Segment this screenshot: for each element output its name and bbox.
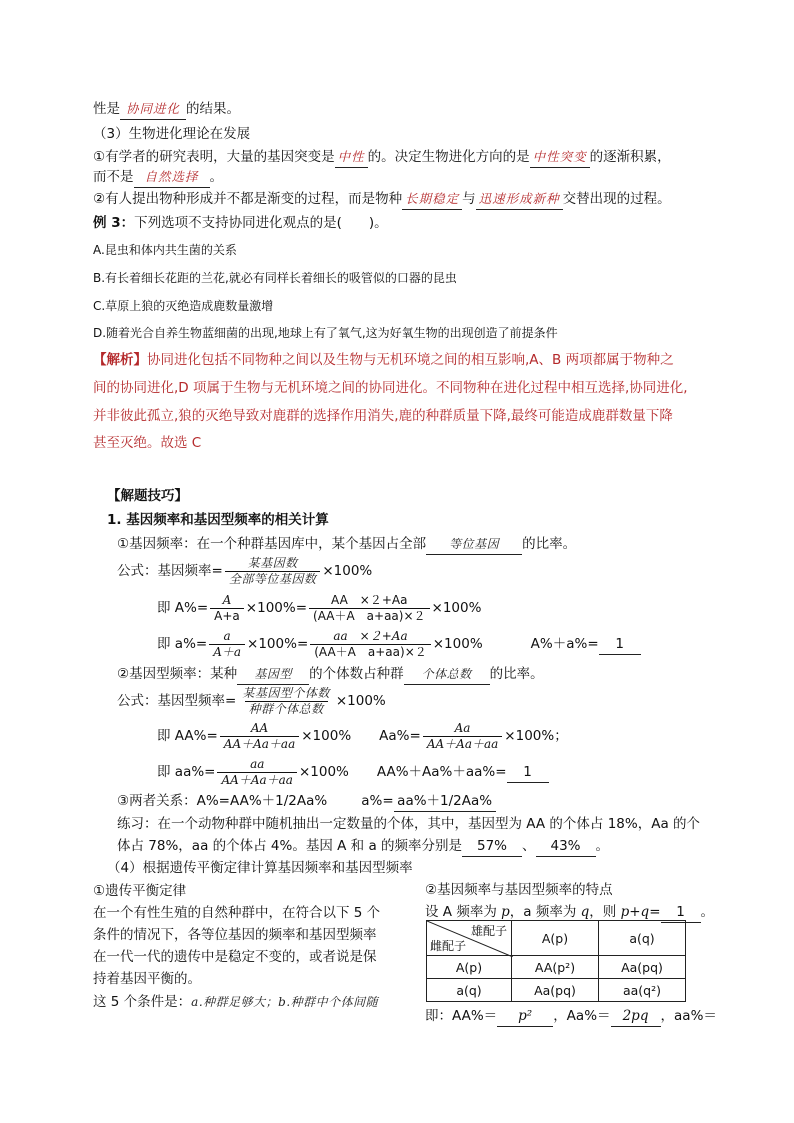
hw-law-line-2: 条件的情况下，各等位基因的频率和基因型频率 (93, 927, 377, 943)
option-b: B.有长着细长花距的兰花,就必有同样长着细长的吸管似的口器的昆虫 (93, 271, 457, 285)
gene-freq-fraction: $\frac{\text{某基因数}}{\text{全部等位基因数}}$ (225, 556, 321, 587)
small-a-freq-formula: 即 a%= $\frac{a}{A+a}$ ×100%= $\frac{aa \times 2+Aa}{\text{(AA＋A a+aa)×２}}$ ×100% A%＋a%= 1 (157, 626, 641, 662)
punctuated-line: ②有人提出物种形成并不都是渐变的过程，而是物种 长期稳定 与 迅速形成新种 交替出现的过程。 (93, 189, 671, 210)
freq-features-title: ②基因频率与基因型频率的特点 (425, 882, 613, 898)
fill-p-squared: p² (497, 1006, 553, 1027)
practice-line-2: 体占 78%，aa 的个体占 4%。基因 A 和 a 的频率分别是 57% 、 43% 。 (117, 836, 609, 857)
gene-freq-def: ①基因频率：在一个种群基因库中，某个基因占全部 等位基因 的比率。 (117, 534, 576, 555)
table-header-A: A(p) (512, 921, 599, 956)
analysis-line-2: 间的协同进化,D 项属于生物与无机环境之间的协同进化。不同物种在进化过程中相互选择,协同进化, (93, 380, 688, 396)
option-a: A.昆虫和体内共生菌的关系 (93, 243, 237, 257)
AA-freq-formula: 即 AA%= $\frac{AA}{AA+Aa+aa}$ ×100% Aa%= $\frac{Aa}{AA+Aa+aa}$ ×100%； (157, 720, 568, 751)
fill-2pq: 2pq (611, 1006, 661, 1027)
option-c: C.草原上狼的灭绝造成鹿数量激增 (93, 299, 274, 313)
fill-sum-2: 1 (507, 762, 549, 783)
fill-coevolution: 协同进化 (120, 99, 186, 120)
genotype-freq-def: ②基因型频率：某种 基因型 的个体数占种群 个体总数 的比率。 (117, 664, 544, 685)
punnett-table (426, 920, 686, 1002)
hw-conditions-line: 这 5 个条件是：a.种群足够大；b.种群中个体间随 (93, 994, 379, 1010)
neutral-mutation-line: ①有学者的研究表明，大量的基因突变是 中性 的。决定生物进化方向的是 中性突变 的逐渐积累， (93, 147, 671, 168)
natural-selection-line: 而不是 自然选择 。 (93, 167, 223, 188)
analysis-line-3: 并非彼此孤立,狼的灭绝导致对鹿群的选择作用消失,鹿的种群质量下降,最终可能造成鹿群数量下降 (93, 408, 673, 424)
analysis-line-4: 甚至灭绝。故选 C (93, 435, 202, 451)
fill-p-plus-q: 1 (661, 902, 701, 923)
gene-freq-formula: 公式：基因频率= $\frac{\text{某基因数}}{\text{全部等位基因数}}$ ×100% (117, 555, 373, 586)
table-row-header-A: A(p) (427, 956, 512, 979)
hw-conditions-handwritten: a.种群足够大；b.种群中个体间随 (191, 995, 379, 1009)
fill-neutral-mutation: 中性突变 (530, 147, 590, 168)
table-cell: Aa(pq) (512, 979, 599, 1002)
relationship-line: ③两者关系：A%=AA%＋1/2Aa% a%= aa%＋1/2Aa% (117, 791, 496, 812)
fill-allele: 等位基因 (426, 534, 522, 555)
example-3-question: 例 3：下列选项不支持协同进化观点的是( )。 (93, 215, 388, 231)
tips-title: 【解题技巧】 (107, 488, 188, 504)
fill-long-stable: 长期稳定 (402, 189, 462, 210)
fill-neutral: 中性 (335, 147, 368, 168)
hw-law-line-4: 持着基因平衡的。 (93, 971, 201, 987)
pq-setup-line: 设 A 频率为 p，a 频率为 q，则 p+q= 1 。 (425, 902, 714, 923)
genotype-freq-formula: 公式：基因型频率= $\frac{\text{某基因型个体数}}{\text{种群个体总数}}$ ×100% (117, 685, 386, 716)
table-cell: aa(q²) (599, 979, 686, 1002)
fill-a-freq: 43% (536, 836, 596, 857)
aa-freq-formula: 即 aa%= $\frac{aa}{AA+Aa+aa}$ ×100% AA%＋Aa%＋aa%= 1 (157, 754, 549, 790)
practice-line-1: 练习：在一个动物种群中随机抽出一定数量的个体，其中，基因型为 AA 的个体占 18%，Aa 的个 (117, 816, 701, 832)
table-header-a: a(q) (599, 921, 686, 956)
fill-genotype: 基因型 (237, 664, 309, 685)
option-d: D.随着光合自养生物蓝细菌的出现,地球上有了氧气,这为好氧生物的出现创造了前提条件 (93, 326, 558, 340)
genotype-result-line: 即：AA%＝ p² ，Aa%＝ 2pq ，aa%＝ (425, 1006, 717, 1027)
fill-A-freq: 57% (462, 836, 522, 857)
fill-relation: aa%＋1/2Aa% (394, 791, 496, 812)
a-freq-formula: 即 A%= $\frac{A}{A+a}$ ×100%= $\frac{AA \times 2+Aa}{\text{(AA＋A a+aa)×２}}$ ×100% (157, 592, 482, 623)
table-cell: Aa(pq) (599, 956, 686, 979)
fill-natural-selection: 自然选择 (134, 167, 210, 188)
section-3-title: （3）生物进化理论在发展 (93, 126, 251, 142)
fill-total-individuals: 个体总数 (404, 664, 490, 685)
analysis-tag: 【解析】 (93, 352, 147, 368)
table-corner-cell: 雄配子 雌配子 (427, 921, 512, 956)
fill-rapid-speciation: 迅速形成新种 (476, 189, 563, 210)
table-row (427, 979, 686, 1002)
coevolution-line: 性是 协同进化 的结果。 (93, 99, 240, 120)
section-4-title: （4）根据遗传平衡定律计算基因频率和基因型频率 (107, 860, 413, 876)
table-cell: AA(p²) (512, 956, 599, 979)
table-row-header-a: a(q) (427, 979, 512, 1002)
fill-sum-1: 1 (599, 634, 641, 655)
heading-1: 1. 基因频率和基因型频率的相关计算 (107, 512, 329, 528)
table-row (427, 921, 686, 956)
analysis-line-1: 【解析】协同进化包括不同物种之间以及生物与无机环境之间的相互影响,A、B 两项都属于物种之 (93, 352, 674, 368)
hw-law-title: ①遗传平衡定律 (93, 883, 187, 899)
table-row (427, 956, 686, 979)
hw-law-line-1: 在一个有性生殖的自然种群中，在符合以下 5 个 (93, 905, 381, 921)
hw-law-line-3: 在一代一代的遗传中是稳定不变的，或者说是保 (93, 949, 377, 965)
